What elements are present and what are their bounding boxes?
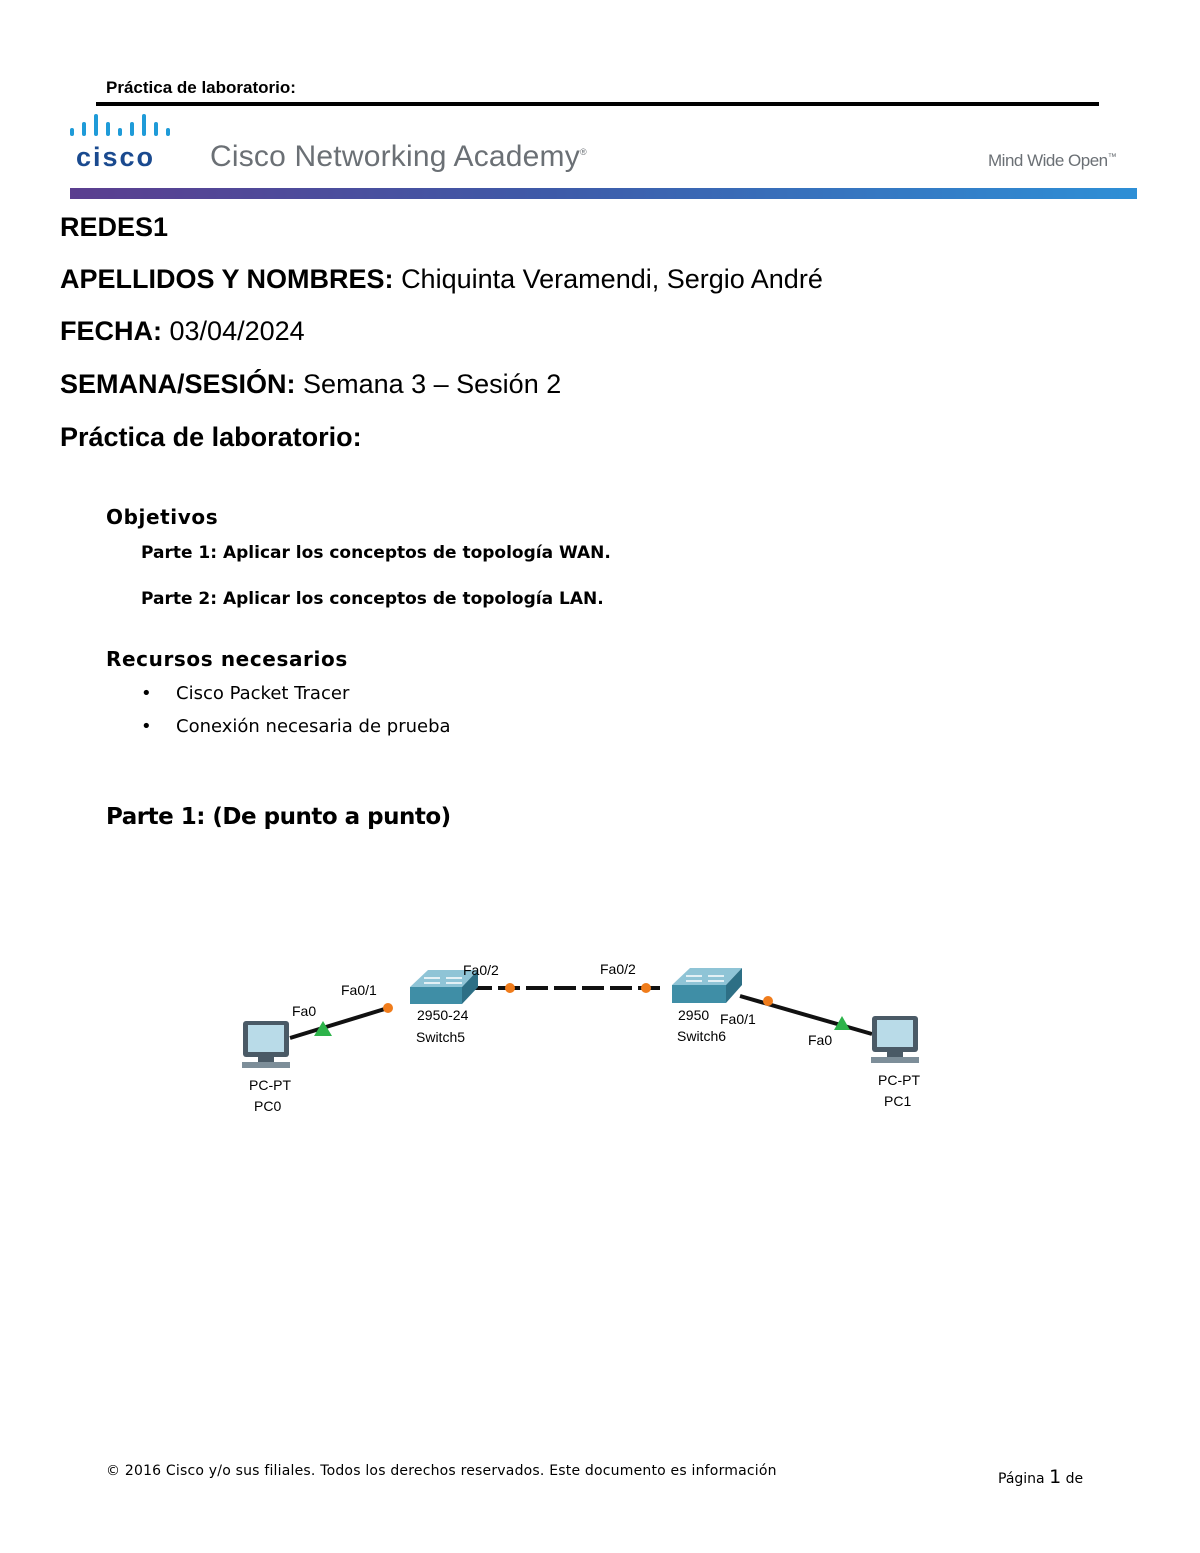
academy-title: Cisco Networking Academy® [210,140,587,173]
page-number: Página 1 de [998,1466,1084,1488]
pc0-port-label: Fa0 [292,1003,317,1019]
resource-item: • Cisco Packet Tracer [141,683,350,704]
switch6-name-label: Switch6 [677,1028,727,1044]
pc0-type-label: PC-PT [249,1077,291,1093]
objective-part-2: Parte 2: Aplicar los conceptos de topología LAN. [141,589,604,609]
switch5-model-label: 2950-24 [417,1007,469,1023]
course-title: REDES1 [60,212,169,242]
cisco-wordmark: cisco [76,142,156,172]
tagline: Mind Wide Open™ [988,151,1117,170]
date-line: FECHA: 03/04/2024 [60,316,305,346]
link-amber-icon [641,983,651,993]
pc0-icon [242,1021,290,1068]
switch5-name-label: Switch5 [416,1029,466,1045]
link-amber-icon [505,983,515,993]
switch6-icon [672,968,742,1003]
part1-heading: Parte 1: (De punto a punto) [106,804,451,830]
switch6-model-label: 2950 [678,1007,710,1023]
resource-item: • Conexión necesaria de prueba [141,716,451,737]
switch6-left-port-label: Fa0/2 [600,961,636,977]
objective-part-1: Parte 1: Aplicar los conceptos de topología WAN. [141,543,611,563]
footer-copyright: © 2016 Cisco y/o sus filiales. Todos los derechos reservados. Este documento es información [106,1463,777,1479]
link-amber-icon [763,996,773,1006]
header-title: Práctica de laboratorio: [106,78,296,97]
lab-title: Práctica de laboratorio: [60,422,362,452]
pc1-type-label: PC-PT [878,1072,920,1088]
pc1-name-label: PC1 [884,1093,912,1109]
names-line: APELLIDOS Y NOMBRES: Chiquinta Veramendi, Sergio André [60,264,823,294]
pc0-name-label: PC0 [254,1098,282,1114]
link-amber-icon [383,1003,393,1013]
pc1-icon [871,1016,919,1063]
resources-heading: Recursos necesarios [106,647,348,671]
switch6-right-port-label: Fa0/1 [720,1011,756,1027]
week-line: SEMANA/SESIÓN: Semana 3 – Sesión 2 [60,369,562,399]
objectives-heading: Objetivos [106,505,219,529]
link-switch6-pc1 [740,996,872,1034]
switch5-right-port-label: Fa0/2 [463,962,499,978]
switch5-left-port-label: Fa0/1 [341,982,377,998]
pc1-port-label: Fa0 [808,1032,833,1048]
